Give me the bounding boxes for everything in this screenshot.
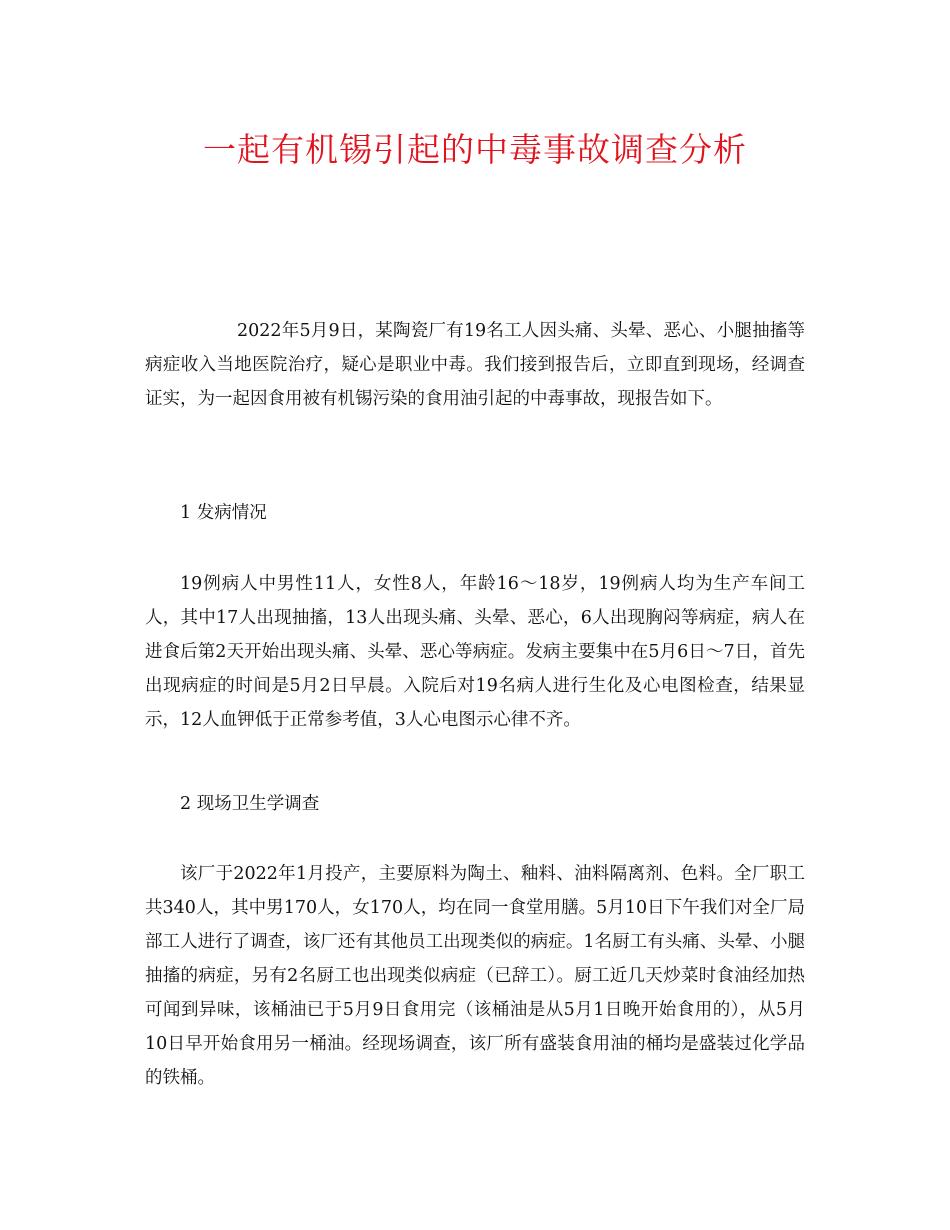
section-2-heading: 2 现场卫生学调查 [180, 794, 320, 814]
intro-paragraph: 2022年5月9日，某陶瓷厂有19名工人因头痛、头晕、恶心、小腿抽搐等病症收入当地医院治疗，疑心是职业中毒。我们接到报告后，立即直到现场，经调查证实，为一起因食用被有机锡污染的食用油引起的中毒事故，现报告如下。 [145, 321, 805, 409]
section-1-body: 19例病人中男性11人，女性8人，年龄16～18岁，19例病人均为生产车间工人，其中17人出现抽搐，13人出现头痛、头晕、恶心，6人出现胸闷等病症，病人在进食后第2天开始出现头痛、头晕、恶心等病症。发病主要集中在5月6日～7日，首先出现病症的时间是5月2日早晨。入院后对19名病人进行生化及心电图检查，结果显示，12人血钾低于正常参考值，3人心电图示心律不齐。 [145, 574, 805, 730]
section-2-body: 该厂于2022年1月投产，主要原料为陶土、釉料、油料隔离剂、色料。全厂职工共340人，其中男170人，女170人，均在同一食堂用膳。5月10日下午我们对全厂局部工人进行了调查，该厂还有其他员工出现类似的病症。1名厨工有头痛、头晕、小腿抽搐的病症，另有2名厨工也出现类似病症（已辞工）。厨工近几天炒菜时食油经加热可闻到异味，该桶油已于5月9日食用完（该桶油是从5月1日晚开始食用的），从5月10日早开始食用另一桶油。经现场调查，该厂所有盛装食用油的桶均是盛装过化学品的铁桶。 [145, 864, 805, 1088]
section-1-heading: 1 发病情况 [180, 503, 267, 523]
document-title: 一起有机锡引起的中毒事故调查分析 [203, 130, 747, 169]
